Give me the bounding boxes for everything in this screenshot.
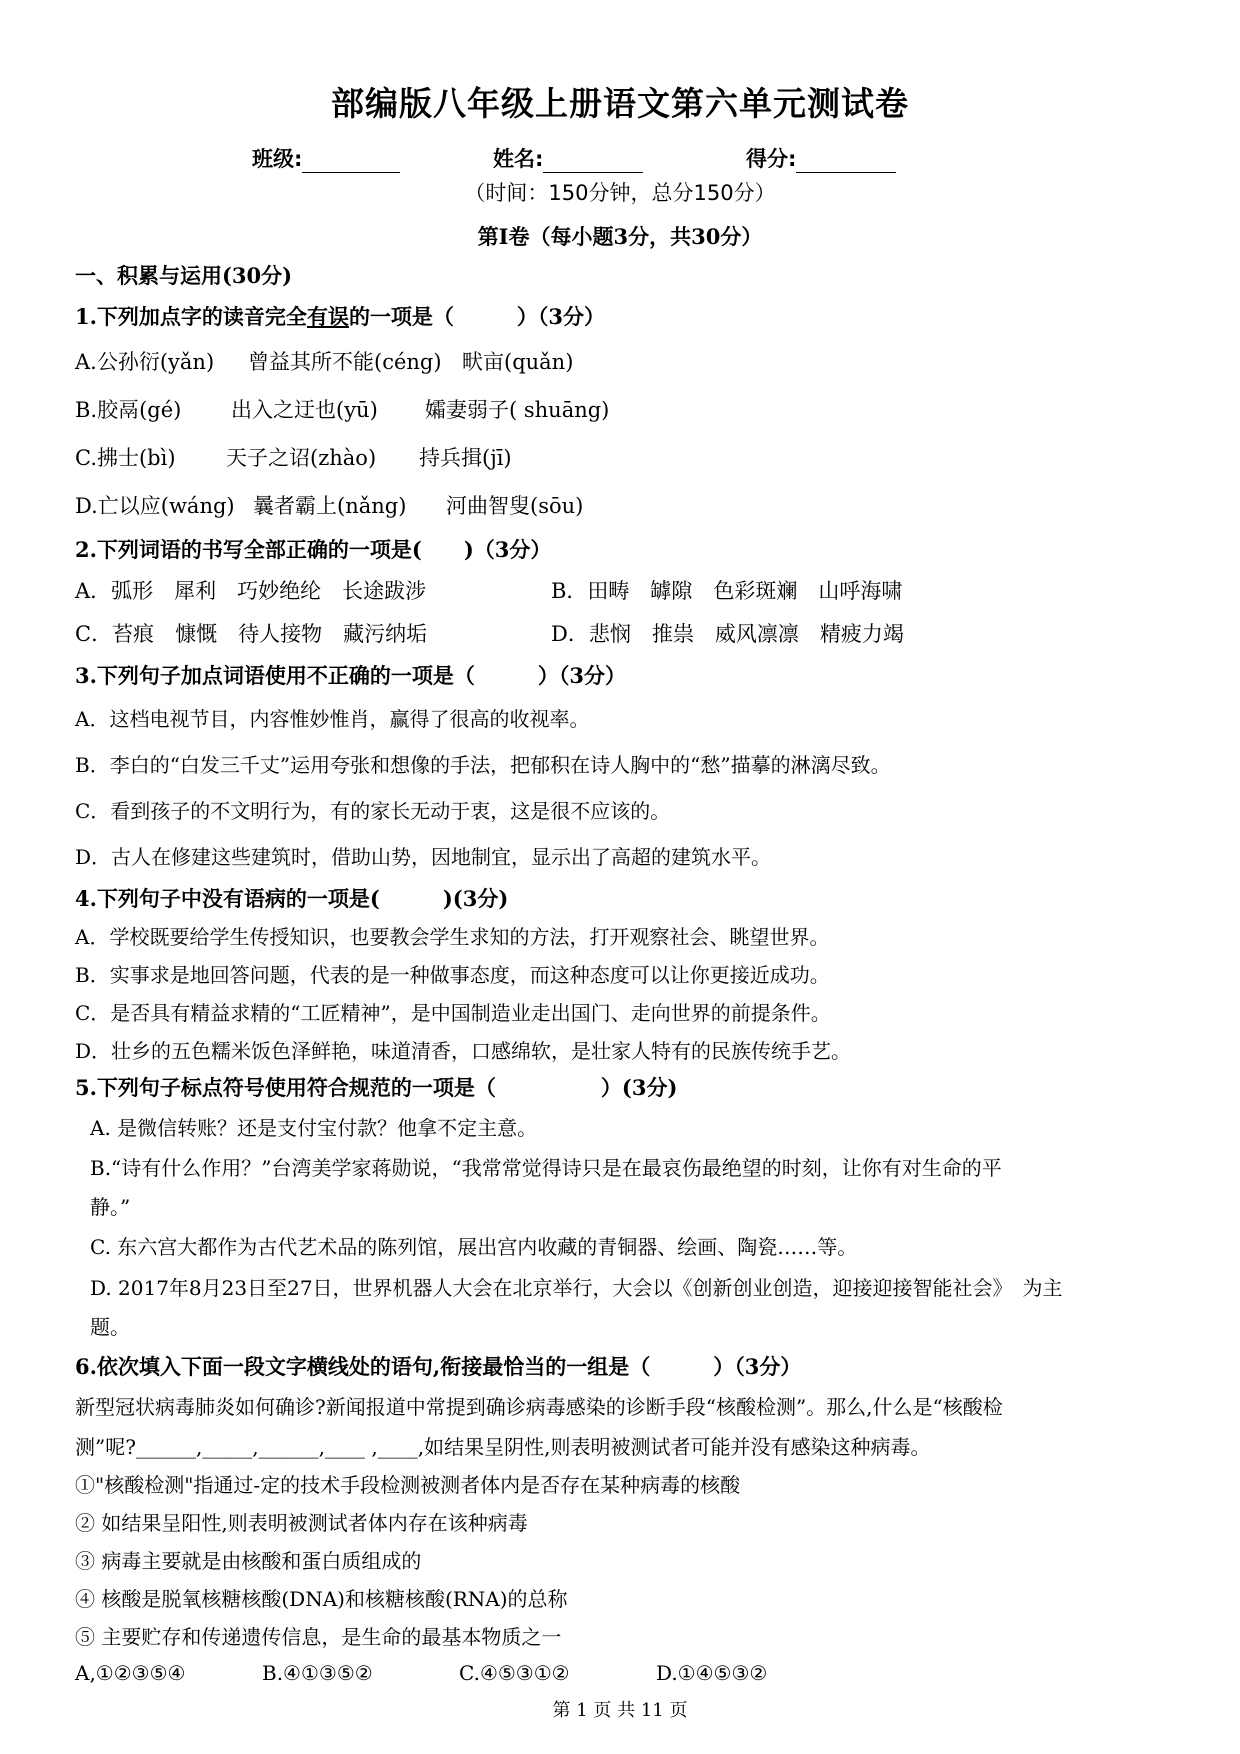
q1-stem xyxy=(75,302,605,332)
name-field xyxy=(493,143,643,173)
q5-stem: 5.下列句子标点符号使用符合规范的一项是（ ）(3分) xyxy=(75,1075,678,1100)
q6-sentence-3: ③ 病毒主要就是由核酸和蛋白质组成的 xyxy=(75,1549,422,1573)
q1-option-d-2: 曩者霸上(nǎng) xyxy=(253,494,407,518)
class-label: 班级: xyxy=(252,147,303,171)
q3-stem: 3.下列句子加点词语使用不正确的一项是（ ）（3分） xyxy=(75,663,627,688)
q1-stem-prefix: 1.下列加点字的读音完全 xyxy=(75,304,307,329)
q2-option-a: A．弧形 犀利 巧妙绝纶 长途跋涉 xyxy=(75,579,427,603)
q2-option-d: D．悲悯 推祟 威风凛凛 精疲力竭 xyxy=(551,622,904,646)
q3-option-d: D．古人在修建这些建筑时，借助山势，因地制宜，显示出了高超的建筑水平。 xyxy=(75,845,772,869)
q1-option-a-1: A.公孙衍(yǎn) xyxy=(75,350,215,374)
q1-option-d-1: D.亡以应(wáng) xyxy=(75,494,235,518)
q6-passage-line1: 新型冠状病毒肺炎如何确诊?新闻报道中常提到确诊病毒感染的诊断手段“核酸检测”。那么,什么是“核酸检 xyxy=(75,1395,1003,1419)
q4-option-b: B．实事求是地回答问题，代表的是一种做事态度，而这种态度可以让你更接近成功。 xyxy=(75,963,830,987)
q4-stem: 4.下列句子中没有语病的一项是( )(3分) xyxy=(75,886,509,911)
score-field xyxy=(746,143,896,173)
class-blank xyxy=(302,150,400,173)
q6-sentence-5: ⑤ 主要贮存和传递遗传信息，是生命的最基本物质之一 xyxy=(75,1625,562,1649)
q1-option-b-3: 孀妻弱子( shuāng) xyxy=(425,398,610,422)
q6-option-a: A,①②③⑤④ xyxy=(75,1661,186,1685)
q2-option-c: C．苔痕 慷慨 待人接物 藏污纳垢 xyxy=(75,622,428,646)
q1-stem-suffix: 的一项是（ ）（3分） xyxy=(348,304,606,329)
q1-option-c-3: 持兵揖(jī) xyxy=(419,446,512,470)
q5-option-d-line1: D. 2017年8月23日至27日，世界机器人大会在北京举行，大会以《创新创业创造，迎接迎接智能社会》 为主 xyxy=(90,1276,1063,1300)
q1-option-b-2: 出入之迂也(yū) xyxy=(231,398,378,422)
q1-stem-underlined: 有误 xyxy=(306,304,349,329)
q4-option-c: C．是否具有精益求精的“工匠精神”，是中国制造业走出国门、走向世界的前提条件。 xyxy=(75,1001,831,1025)
time-note: （时间：150分钟，总分150分） xyxy=(464,181,776,205)
q6-stem: 6.依次填入下面一段文字横线处的语句,衔接最恰当的一组是（ ）（3分） xyxy=(75,1354,802,1379)
section1-title: 一、积累与运用(30分) xyxy=(75,263,293,288)
q1-option-a-2: 曾益其所不能(céng) xyxy=(248,350,442,374)
q4-option-a: A．学校既要给学生传授知识，也要教会学生求知的方法，打开观察社会、眺望世界。 xyxy=(75,925,830,949)
student-info-row xyxy=(0,143,1240,173)
score-label: 得分: xyxy=(746,147,797,171)
q1-option-d-3: 河曲智叟(sōu) xyxy=(446,494,584,518)
q3-option-c: C．看到孩子的不文明行为，有的家长无动于衷，这是很不应该的。 xyxy=(75,799,671,823)
q6-passage-line2: 测”呢?______,_____,______,____ ,____,如结果呈阴性,则表明被测试者可能并没有感染这种病毒。 xyxy=(75,1435,931,1459)
q6-sentence-4: ④ 核酸是脱氧核糖核酸(DNA)和核糖核酸(RNA)的总称 xyxy=(75,1587,568,1611)
q1-option-c-2: 天子之诏(zhào) xyxy=(226,446,377,470)
part1-title: 第Ⅰ卷（每小题3分，共30分） xyxy=(477,224,763,249)
q1-option-b-1: B.胶鬲(gé) xyxy=(75,398,182,422)
q6-option-d: D.①④⑤③② xyxy=(656,1661,768,1685)
q1-option-a-3: 畎亩(quǎn) xyxy=(462,350,574,374)
q3-option-a: A．这档电视节目，内容惟妙惟肖，赢得了很高的收视率。 xyxy=(75,707,590,731)
class-field xyxy=(252,143,400,173)
q6-sentence-2: ② 如结果呈阳性,则表明被测试者体内存在该种病毒 xyxy=(75,1511,528,1535)
page-footer: 第 1 页 共 11 页 xyxy=(552,1700,688,1721)
q2-stem: 2.下列词语的书写全部正确的一项是( )（3分） xyxy=(75,537,552,562)
q2-option-b: B．田畴 罅隙 色彩斑斓 山呼海啸 xyxy=(551,579,903,603)
q5-option-c: C. 东六宫大都作为古代艺术品的陈列馆，展出宫内收藏的青铜器、绘画、陶瓷……等。 xyxy=(90,1235,858,1259)
score-blank xyxy=(796,150,896,173)
page-title: 部编版八年级上册语文第六单元测试卷 xyxy=(331,84,909,123)
q6-option-b: B.④①③⑤② xyxy=(262,1661,373,1685)
name-blank xyxy=(543,150,643,173)
q1-option-c-1: C.拂士(bì) xyxy=(75,446,176,470)
q6-option-c: C.④⑤③①② xyxy=(459,1661,570,1685)
q5-option-b-line2: 静。” xyxy=(90,1195,131,1219)
q5-option-d-line2: 题。 xyxy=(90,1315,130,1339)
q6-sentence-1: ①"核酸检测"指通过-定的技术手段检测被测者体内是否存在某种病毒的核酸 xyxy=(75,1473,741,1497)
name-label: 姓名: xyxy=(493,147,544,171)
q5-option-b-line1: B.“诗有什么作用？”台湾美学家蒋勋说，“我常常觉得诗只是在最哀伤最绝望的时刻，让你有对生命的平 xyxy=(90,1156,1002,1180)
q3-option-b: B．李白的“白发三千丈”运用夸张和想像的手法，把郁积在诗人胸中的“愁”描摹的淋漓尽致。 xyxy=(75,753,891,777)
q5-option-a: A. 是微信转账？还是支付宝付款？他拿不定主意。 xyxy=(90,1116,538,1140)
q4-option-d: D．壮乡的五色糯米饭色泽鲜艳，味道清香，口感绵软，是壮家人特有的民族传统手艺。 xyxy=(75,1039,852,1063)
